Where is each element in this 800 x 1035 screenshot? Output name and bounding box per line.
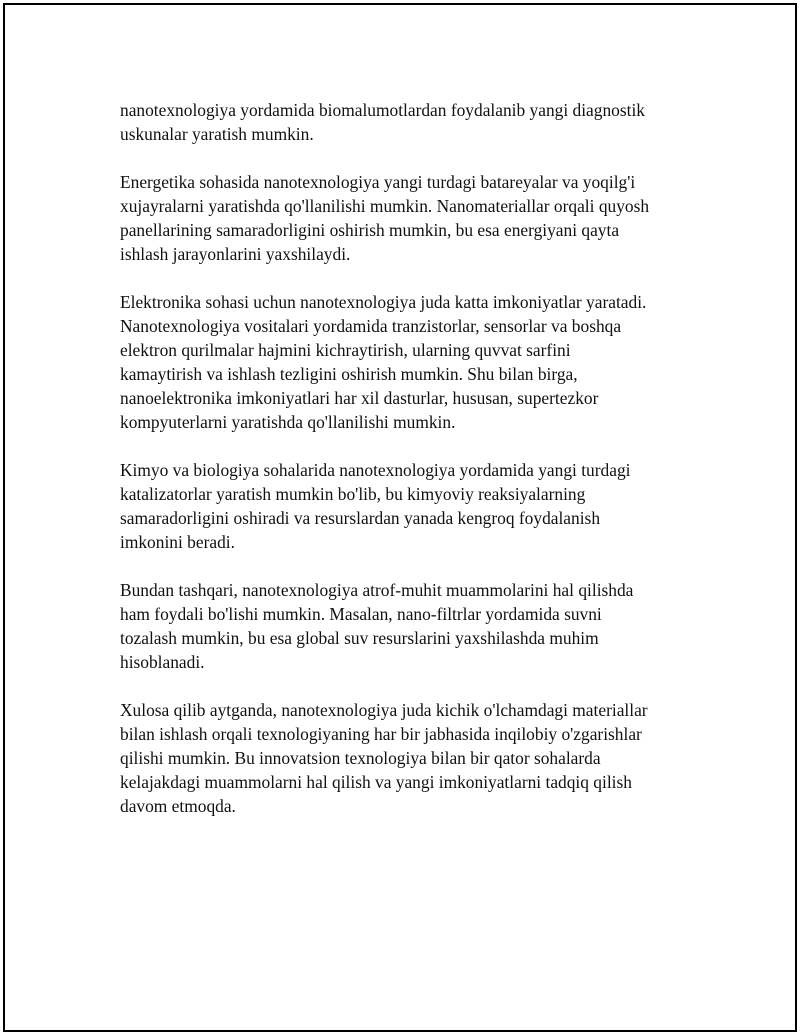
text-line: Bundan tashqari, nanotexnologiya atrof-muhit muammolarini hal qilishda — [120, 580, 634, 600]
text-line: panellarining samaradorligini oshirish mumkin, bu esa energiyani qayta — [120, 220, 620, 240]
text-line: hisoblanadi. — [120, 652, 205, 672]
text-line: nanotexnologiya yordamida biomalumotlardan foydalanib yangi diagnostik — [120, 100, 645, 120]
text-line: Elektronika sohasi uchun nanotexnologiya juda katta imkoniyatlar yaratadi. — [120, 292, 647, 312]
page-frame — [3, 3, 797, 1032]
text-line: elektron qurilmalar hajmini kichraytirish, ularning quvvat sarfini — [120, 340, 571, 360]
text-line: davom etmoqda. — [120, 796, 236, 816]
paragraph-5 — [120, 578, 690, 674]
text-line: ham foydali bo'lishi mumkin. Masalan, nano-filtrlar yordamida suvni — [120, 604, 602, 624]
text-line: qilishi mumkin. Bu innovatsion texnologiya bilan bir qator sohalarda — [120, 748, 601, 768]
page-content — [120, 98, 690, 818]
text-line: imkonini beradi. — [120, 532, 235, 552]
paragraph-6 — [120, 698, 690, 818]
paragraph-4 — [120, 458, 690, 554]
text-line: bilan ishlash orqali texnologiyaning har bir jabhasida inqilobiy o'zgarishlar — [120, 724, 642, 744]
text-line: Energetika sohasida nanotexnologiya yangi turdagi batareyalar va yoqilg'i — [120, 172, 636, 192]
text-line: ishlash jarayonlarini yaxshilaydi. — [120, 244, 351, 264]
paragraph-3 — [120, 290, 690, 434]
text-line: Xulosa qilib aytganda, nanotexnologiya juda kichik o'lchamdagi materiallar — [120, 700, 648, 720]
text-line: kamaytirish va ishlash tezligini oshirish mumkin. Shu bilan birga, — [120, 364, 578, 384]
text-line: xujayralarni yaratishda qo'llanilishi mumkin. Nanomateriallar orqali quyosh — [120, 196, 650, 216]
text-line: katalizatorlar yaratish mumkin bo'lib, bu kimyoviy reaksiyalarning — [120, 484, 586, 504]
text-line: tozalash mumkin, bu esa global suv resurslarini yaxshilashda muhim — [120, 628, 599, 648]
text-line: uskunalar yaratish mumkin. — [120, 124, 314, 144]
text-line: kelajakdagi muammolarni hal qilish va yangi imkoniyatlarni tadqiq qilish — [120, 772, 632, 792]
text-line: Kimyo va biologiya sohalarida nanotexnologiya yordamida yangi turdagi — [120, 460, 631, 480]
text-line: samaradorligini oshiradi va resurslardan yanada kengroq foydalanish — [120, 508, 601, 528]
paragraph-1 — [120, 98, 690, 146]
text-line: Nanotexnologiya vositalari yordamida tranzistorlar, sensorlar va boshqa — [120, 316, 622, 336]
text-line: nanoelektronika imkoniyatlari har xil dasturlar, hususan, supertezkor — [120, 388, 599, 408]
text-line: kompyuterlarni yaratishda qo'llanilishi mumkin. — [120, 412, 456, 432]
paragraph-2 — [120, 170, 690, 266]
